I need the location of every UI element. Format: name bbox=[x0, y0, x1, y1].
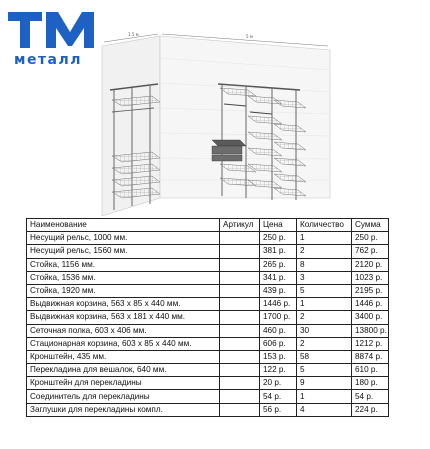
tm-logo-mark bbox=[8, 10, 94, 50]
table-row bbox=[27, 350, 389, 363]
table-row bbox=[27, 271, 389, 284]
cell-article bbox=[220, 364, 260, 377]
cell-name: Кронштейн, 435 мм. bbox=[27, 350, 220, 363]
table-row bbox=[27, 245, 389, 258]
cell-price: 265 р. bbox=[260, 258, 297, 271]
cell-qty: 4 bbox=[297, 403, 352, 416]
cell-article bbox=[220, 311, 260, 324]
cell-qty: 1 bbox=[297, 232, 352, 245]
cell-price: 439 р. bbox=[260, 284, 297, 297]
cell-sum: 250 р. bbox=[352, 232, 389, 245]
table-row bbox=[27, 258, 389, 271]
cell-price: 1700 р. bbox=[260, 311, 297, 324]
cell-price: 122 р. bbox=[260, 364, 297, 377]
cell-sum: 224 р. bbox=[352, 403, 389, 416]
cell-sum: 8874 р. bbox=[352, 350, 389, 363]
cell-sum: 762 р. bbox=[352, 245, 389, 258]
table-row bbox=[27, 337, 389, 350]
cell-article bbox=[220, 403, 260, 416]
cell-name: Несущий рельс, 1560 мм. bbox=[27, 245, 220, 258]
cell-sum: 1023 р. bbox=[352, 271, 389, 284]
cell-article bbox=[220, 284, 260, 297]
cell-name: Стойка, 1156 мм. bbox=[27, 258, 220, 271]
back-wall bbox=[160, 36, 330, 198]
table-row bbox=[27, 390, 389, 403]
table-row bbox=[27, 377, 389, 390]
cell-price: 1446 р. bbox=[260, 298, 297, 311]
table-row bbox=[27, 232, 389, 245]
spec-table bbox=[26, 218, 389, 417]
cell-name: Стойка, 1920 мм. bbox=[27, 284, 220, 297]
cell-sum: 54 р. bbox=[352, 390, 389, 403]
wardrobe-3d-render bbox=[100, 28, 336, 220]
cell-price: 341 р. bbox=[260, 271, 297, 284]
cell-price: 381 р. bbox=[260, 245, 297, 258]
cell-qty: 2 bbox=[297, 337, 352, 350]
cell-name: Сеточная полка, 603 x 406 мм. bbox=[27, 324, 220, 337]
cell-price: 56 р. bbox=[260, 403, 297, 416]
cell-sum: 2120 р. bbox=[352, 258, 389, 271]
table-row bbox=[27, 324, 389, 337]
cell-sum: 3400 р. bbox=[352, 311, 389, 324]
table-row bbox=[27, 403, 389, 416]
dimension-top-label: 5 м bbox=[246, 34, 253, 39]
cell-article bbox=[220, 337, 260, 350]
cell-article bbox=[220, 390, 260, 403]
cell-name: Заглушки для перекладины компл. bbox=[27, 403, 220, 416]
cell-price: 460 р. bbox=[260, 324, 297, 337]
cell-sum: 1446 р. bbox=[352, 298, 389, 311]
table-row bbox=[27, 298, 389, 311]
table-header-row bbox=[27, 219, 389, 232]
cell-name: Стойка, 1536 мм. bbox=[27, 271, 220, 284]
cell-sum: 13800 р. bbox=[352, 324, 389, 337]
cell-name: Кронштейн для перекладины bbox=[27, 377, 220, 390]
cell-qty: 8 bbox=[297, 258, 352, 271]
cell-article bbox=[220, 232, 260, 245]
cell-qty: 30 bbox=[297, 324, 352, 337]
cell-price: 54 р. bbox=[260, 390, 297, 403]
cell-qty: 2 bbox=[297, 245, 352, 258]
cell-name: Выдвижная корзина, 563 x 85 x 440 мм. bbox=[27, 298, 220, 311]
cell-name: Выдвижная корзина, 563 x 181 x 440 мм. bbox=[27, 311, 220, 324]
header-sum: Сумма bbox=[352, 219, 389, 232]
cell-article bbox=[220, 245, 260, 258]
cell-article bbox=[220, 271, 260, 284]
cell-qty: 5 bbox=[297, 284, 352, 297]
cell-sum: 180 р. bbox=[352, 377, 389, 390]
cell-qty: 1 bbox=[297, 298, 352, 311]
table-row bbox=[27, 364, 389, 377]
table-row bbox=[27, 284, 389, 297]
cell-name: Перекладина для вешалок, 640 мм. bbox=[27, 364, 220, 377]
cell-article bbox=[220, 298, 260, 311]
cell-qty: 5 bbox=[297, 364, 352, 377]
cell-qty: 9 bbox=[297, 377, 352, 390]
cell-name: Несущий рельс, 1000 мм. bbox=[27, 232, 220, 245]
cell-price: 153 р. bbox=[260, 350, 297, 363]
cell-price: 250 р. bbox=[260, 232, 297, 245]
cell-qty: 58 bbox=[297, 350, 352, 363]
header-article: Артикул bbox=[220, 219, 260, 232]
cell-qty: 1 bbox=[297, 390, 352, 403]
cell-sum: 1212 р. bbox=[352, 337, 389, 350]
cell-qty: 2 bbox=[297, 311, 352, 324]
cell-article bbox=[220, 350, 260, 363]
cell-price: 20 р. bbox=[260, 377, 297, 390]
cell-article bbox=[220, 258, 260, 271]
cell-price: 606 р. bbox=[260, 337, 297, 350]
table-row bbox=[27, 311, 389, 324]
cell-name: Стационарная корзина, 603 x 85 x 440 мм. bbox=[27, 337, 220, 350]
pull-out-baskets bbox=[212, 140, 246, 161]
cell-article bbox=[220, 324, 260, 337]
header-price: Цена bbox=[260, 219, 297, 232]
cell-sum: 2195 р. bbox=[352, 284, 389, 297]
logo-wordmark: металл bbox=[14, 52, 83, 68]
cell-name: Соединитель для перекладины bbox=[27, 390, 220, 403]
header-qty: Количество bbox=[297, 219, 352, 232]
header-name: Наименование bbox=[27, 219, 220, 232]
dimension-left-label: 1.5 м bbox=[128, 32, 139, 37]
cell-article bbox=[220, 377, 260, 390]
cell-qty: 3 bbox=[297, 271, 352, 284]
cell-sum: 610 р. bbox=[352, 364, 389, 377]
brand-logo bbox=[8, 10, 94, 72]
